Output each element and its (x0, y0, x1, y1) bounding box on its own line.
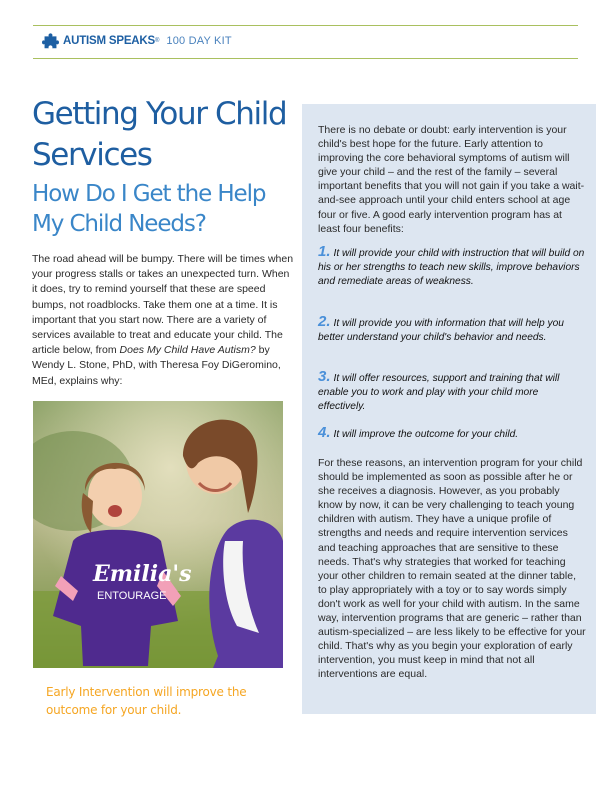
sidebar-body: For these reasons, an intervention program for your child should be implemented as soon as possible after he or she receives a diagnosis. However, as you probably know by now, it can be very challenging to teach young children with autism. They have a unique profile of strengths and needs and require intervention services and teaching approaches that are sensitive to these needs. That's why strategies that worked for teaching your other children to remain seated at the dinner table, to play appropriately with a toy or to say words simply don't work as well for your child with autism. In the same way, intervention programs that are generic – rather than autism-specialized – are less likely to be effective for your child. That's why as you begin your exploration of early intervention, you must keep in mind that not all interventions are equal. (318, 457, 586, 681)
benefit-number: 3. (318, 368, 331, 385)
svg-text:ENTOURAGE: ENTOURAGE (97, 590, 167, 602)
header-bottom-rule (33, 58, 578, 59)
benefit-text: It will provide your child with instruction that will build on his or her strengths to teach new skills, improve behaviors and remediate areas of weakness. (318, 248, 585, 288)
brand-name: AUTISM SPEAKS (63, 35, 155, 47)
intro-paragraph (32, 252, 296, 389)
benefit-item (318, 315, 586, 345)
page-header (42, 31, 232, 51)
page-title: Getting Your Child Services (32, 96, 287, 173)
child-photo (33, 401, 283, 668)
kit-label: 100 DAY KIT (166, 35, 232, 47)
benefit-number: 4. (318, 424, 331, 441)
benefit-item (318, 370, 586, 414)
sidebar-intro: There is no debate or doubt: early intervention is your child's best hope for the future. Early attention to improving the core behavioral symptoms of autism will give your child – and the rest of the family – several important benefits that you will not gain if you take a wait-and-see approach until your child enters school at age four or five. A good early intervention program has at least four benefits: (318, 124, 585, 235)
book-title: Does My Child Have Autism? (119, 344, 256, 357)
benefit-item (318, 426, 586, 442)
intro-text-2: by Wendy L. Stone, PhD, with Theresa Foy DiGeromino, MEd, explains why: (32, 344, 281, 387)
shirt-text: Emilia's (93, 561, 192, 587)
photo-caption: Early Intervention will improve the outcome for your child. (46, 685, 247, 717)
benefits-sidebar (302, 104, 596, 714)
benefit-number: 1. (318, 243, 331, 260)
puzzle-piece-icon (42, 33, 59, 50)
page-subtitle: How Do I Get the Help My Child Needs? (32, 181, 266, 237)
benefit-text: It will provide you with information that will help you better understand your child's behavior and needs. (318, 318, 564, 344)
brand-trademark: ® (154, 38, 160, 44)
benefit-number: 2. (318, 313, 331, 330)
benefit-text: It will offer resources, support and training that will enable you to work and play with your child more effectively. (318, 373, 560, 413)
intro-text-1: The road ahead will be bumpy. There will be times when your progress stalls or takes an unexpected turn. When it does, try to remind yourself that these are speed bumps, not roadblocks. Take them one at a time. It is important that you start now. There are a variety of services available to treat and educate your child. The article below, from (32, 253, 294, 357)
benefit-item (318, 245, 586, 289)
benefit-text: It will improve the outcome for your child. (333, 429, 519, 440)
header-top-rule (33, 25, 578, 26)
